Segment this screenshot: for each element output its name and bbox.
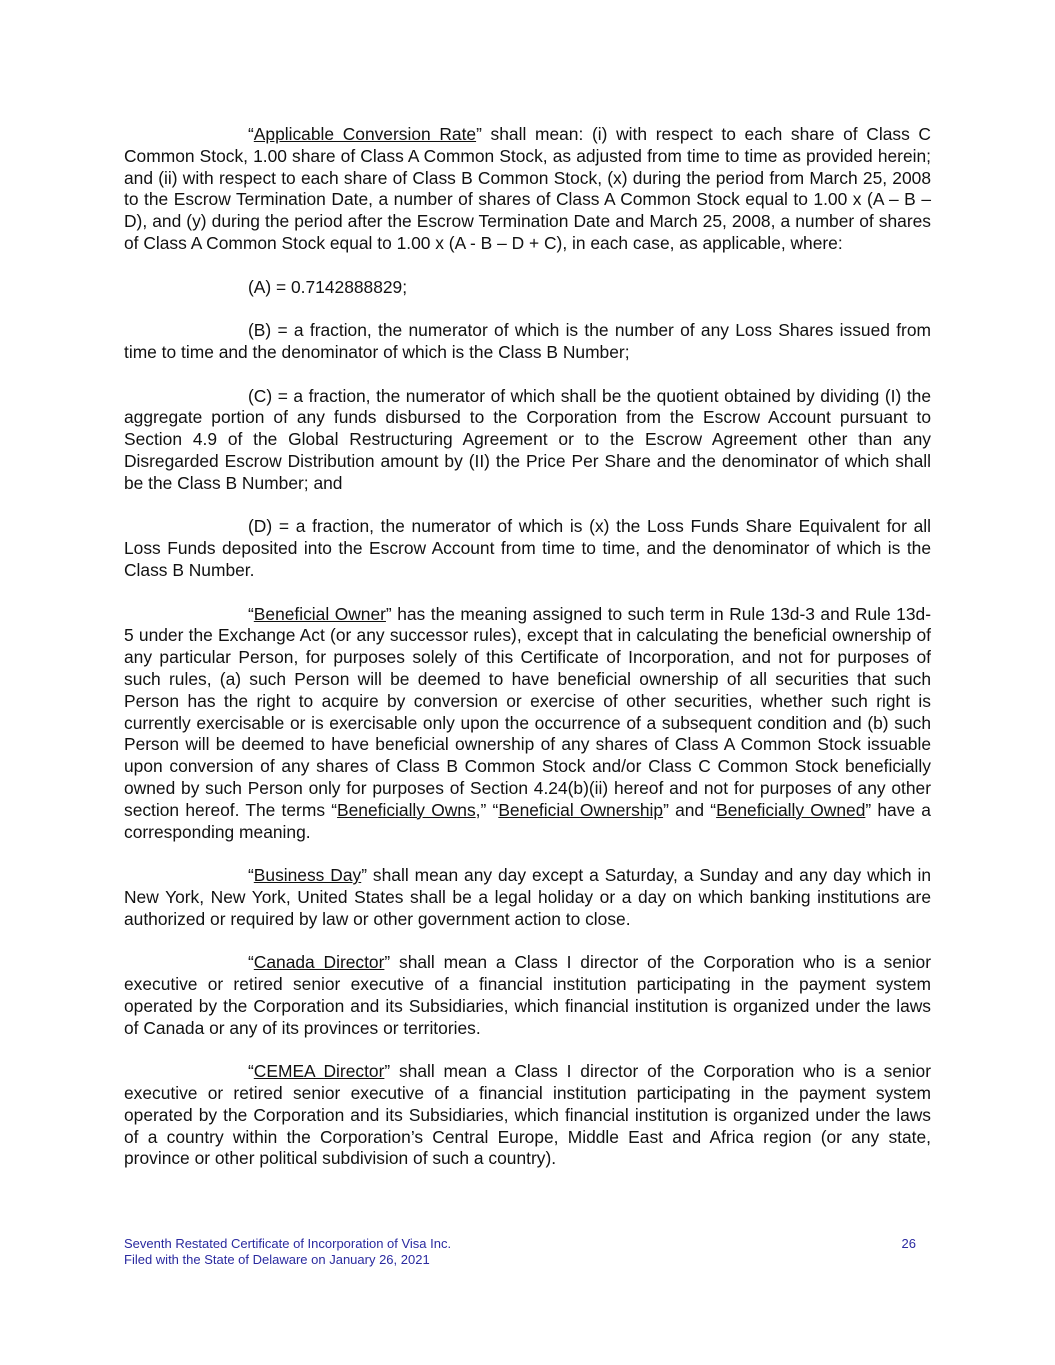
defined-term: Beneficial Owner [253,603,386,624]
definition-cemea-director [124,1061,931,1170]
defined-term-beneficially-owns: Beneficially Owns [337,799,476,820]
defined-term: Canada Director [253,952,385,973]
definition-text: shall mean a Class I director of the Corporation who is a senior executive or retired senior executive of a financial institution participating in the payment system operated by the Corporation and its Subsidiaries, which financial institution is organized under the laws of Canada or any of its provinces or territories. [124,952,931,1038]
close-quote: ” [384,1061,391,1082]
definition-text: shall mean a Class I director of the Corporation who is a senior executive or retired senior executive of a financial institution participating in the payment system operated by the Corporation and its Subsidiaries, which financial institution is organized under the laws of a country within the Corporation’s Central Europe, Middle East and Africa region (or any state, province or other political subdivision of such a country). [124,1061,931,1169]
formula-b: (B) = a fraction, the numerator of which is the number of any Loss Shares issued from time to time and the denominator of which is the Class B Number; [124,320,931,362]
formula-c: (C) = a fraction, the numerator of which shall be the quotient obtained by dividing (I) the aggregate portion of any funds disbursed to the Corporation from the Escrow Account pursuant to Section 4.9 of the Global Restructuring Agreement or to the Escrow Agreement other than any Disregarded Escrow Distribution amount by (II) the Price Per Share and the denominator of which shall be the Class B Number; and [124,385,931,493]
close-quote: ” [385,603,392,624]
definition-text: shall mean: (i) with respect to each share of Class C Common Stock, 1.00 share of Class A Common Stock, as adjusted from time to time as provided herein; and (ii) with respect to each share of Class B Common Stock, (x) during the period from March 25, 2008 to the Escrow Termination Date, a number of shares of Class A Common Stock equal to 1.00 x (A – B – D), and (y) during the period after the Escrow Termination Date and March 25, 2008, a number of shares of Class A Common Stock equal to 1.00 x (A - B – D + C), in each case, as applicable, where: [124,124,931,253]
definition-text: shall mean any day except a Saturday, a Sunday and any day which in New York, New York, United States shall be a legal holiday or a day on which banking institutions are authorized or required by law or other government action to close. [124,865,932,929]
definition-text: has the meaning assigned to such term in Rule 13d-3 and Rule 13d-5 under the Exchange Act (or any successor rules), except that in calculating the beneficial ownership of any particular Person, for purposes solely of this Certificate of Incorporation, and not for purposes of such rules, (a) such Person will be deemed to have beneficial ownership of all securities that such Person has the right to acquire by conversion or exercise of other securities, whether such right is currently exercisable or is exercisable only upon the occurrence of a subsequent condition and (b) such Person will be deemed to have beneficial ownership of any shares of Class A Common Stock issuable upon conversion of any shares of Class B Common Stock and/or Class C Common Stock beneficially owned by such Person only for purposes of Section 4.24(b)(ii) hereof and not for purposes of any other section hereof. The terms “ [124,603,931,820]
close-quote: ” [476,124,482,144]
page-footer [124,1236,916,1268]
defined-term: Business Day [253,865,362,886]
page-number: 26 [901,1236,916,1251]
definition-business-day [124,865,931,930]
defined-term: CEMEA Director [253,1061,385,1082]
definition-tail: ” have a corresponding meaning. [124,799,931,842]
defined-term-beneficially-owned: Beneficially Owned [716,799,866,820]
open-quote: “ [248,124,254,144]
formula-d: (D) = a fraction, the numerator of which is (x) the Loss Funds Share Equivalent for all Loss Funds deposited into the Escrow Account from time to time, and the denominator of which is the Class B Number. [124,516,931,580]
open-quote: “ [248,952,254,973]
open-quote: “ [248,1061,254,1082]
footer-filing-info: Filed with the State of Delaware on January 26, 2021 [124,1252,430,1267]
close-quote: ” [361,865,368,886]
defined-term: Applicable Conversion Rate [253,124,477,144]
formula-a: (A) = 0.7142888829; [248,276,408,297]
definition-canada-director [124,952,931,1039]
connector-text: ” and “ [663,799,717,820]
footer-document-title: Seventh Restated Certificate of Incorporation of Visa Inc. [124,1236,452,1251]
defined-term-beneficial-ownership: Beneficial Ownership [498,799,664,820]
connector-text: ,” “ [475,799,499,820]
open-quote: “ [248,865,254,886]
close-quote: ” [384,952,391,973]
open-quote: “ [248,603,254,624]
definition-applicable-conversion-rate [124,124,931,255]
definition-beneficial-owner [124,604,931,844]
document-body [124,124,931,1192]
